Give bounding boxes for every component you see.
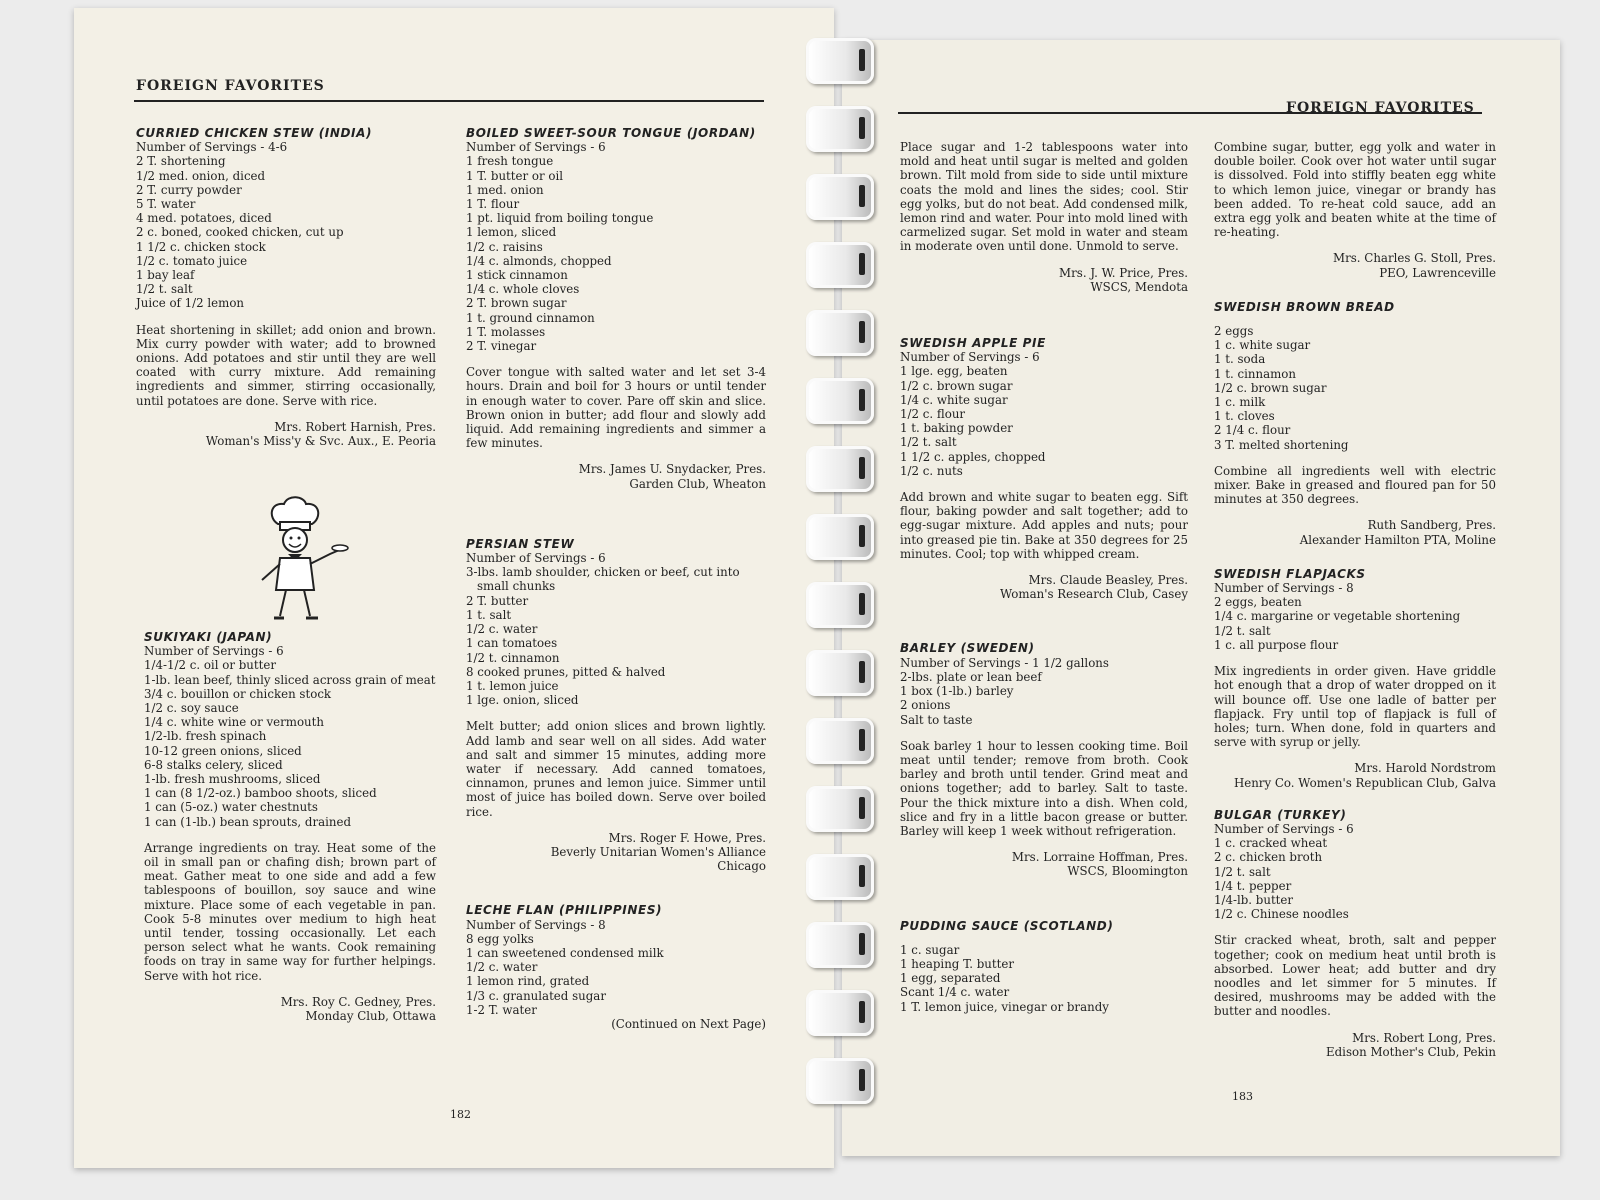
ingredient-item: 1 stick cinnamon: [466, 268, 568, 283]
ingredient-item: 1 c. sugar: [900, 942, 960, 957]
ingredient-item: 2 T. shortening: [136, 154, 226, 169]
ingredient-item: 1 can (5-oz.) water chestnuts: [144, 800, 318, 815]
ingredient-item: 2 T. butter: [466, 593, 529, 608]
ingredient-item: 1 T. lemon juice, vinegar or brandy: [900, 999, 1109, 1014]
binding-coil: [806, 786, 874, 832]
ingredient-item: 1 can (8 1/2-oz.) bamboo shoots, sliced: [144, 786, 377, 801]
ingredient-item: 1/2 t. salt: [900, 435, 957, 450]
servings: Number of Servings - 6: [900, 350, 1040, 365]
right-col-1: [900, 140, 1188, 1026]
recipe-title: SUKIYAKI (JAPAN): [144, 630, 273, 644]
ingredient-item: 1/4 c. margarine or vegetable shortening: [1214, 609, 1461, 624]
servings: Number of Servings - 6: [466, 551, 606, 566]
credit-name: Ruth Sandberg, Pres.: [1367, 518, 1496, 533]
ingredient-item: 1 t. baking powder: [900, 421, 1013, 436]
ingredient-item: 1 c. cracked wheat: [1214, 836, 1328, 851]
ingredient-item: 1/2 t. salt: [136, 282, 193, 297]
credit: [900, 850, 1188, 878]
ingredient-item: 1 bay leaf: [136, 268, 195, 283]
credit: [1214, 1031, 1496, 1059]
instructions: Melt butter; add onion slices and brown lightly. Add lamb and sear well on all sides. Add water and salt and simmer 15 minutes, adding more water if necessary. Add canned tomatoes, cinnamon, prunes and lemon juice. Simmer until most of juice has boiled down. Serve over boiled rice.: [466, 719, 766, 819]
ingredient-item: 1 lemon rind, grated: [466, 974, 590, 989]
ingredient-item: 1 med. onion: [466, 182, 544, 197]
binding-coil: [806, 106, 874, 152]
ingredient-item: 1 c. milk: [1214, 395, 1266, 410]
ingredient-item: 1 lge. egg, beaten: [900, 364, 1008, 379]
ingredient-item: 2-lbs. plate or lean beef: [900, 669, 1042, 684]
ingredient-item: 1-lb. lean beef, thinly sliced across grain of meat: [144, 672, 436, 687]
credit-name: Mrs. Roy C. Gedney, Pres.: [280, 994, 436, 1009]
ingredient-list: [900, 364, 1188, 478]
ingredient-list: [144, 658, 436, 828]
ingredient-item: 1 can (1-lb.) bean sprouts, drained: [144, 814, 352, 829]
credit-club: Woman's Miss'y & Svc. Aux., E. Peoria: [205, 434, 436, 449]
ingredient-item: 1 lemon, sliced: [466, 225, 557, 240]
ingredient-item: 1 t. cinnamon: [1214, 366, 1296, 381]
ingredient-item: 1 c. all purpose flour: [1214, 637, 1339, 652]
ingredient-list: [900, 943, 1188, 1014]
ingredient-item: 2 c. chicken broth: [1214, 850, 1323, 865]
left-col-2: [466, 126, 766, 1031]
recipe-title: SWEDISH BROWN BREAD: [1214, 299, 1395, 314]
servings: Number of Servings - 1 1/2 gallons: [900, 655, 1109, 670]
ingredient-item: 1/2 t. salt: [1214, 623, 1271, 638]
servings: Number of Servings - 4-6: [136, 140, 288, 155]
ingredient-item: 1/2 c. tomato juice: [136, 253, 248, 268]
credit-name: Mrs. Robert Harnish, Pres.: [274, 419, 436, 434]
credit-club: Garden Club, Wheaton: [629, 476, 766, 491]
ingredient-item: 6-8 stalks celery, sliced: [144, 757, 283, 772]
instructions: Combine sugar, butter, egg yolk and water in double boiler. Cook over hot water until sugar is dissolved. Fold into stiffly beaten egg white to which lemon juice, vinegar or brandy has been added. To re-heat cold sauce, add an extra egg yolk and beaten white at the time of re-heating.: [1214, 140, 1496, 240]
recipe-title: BARLEY (SWEDEN): [900, 641, 1035, 656]
ingredient-item: 8 cooked prunes, pitted & halved: [466, 664, 666, 679]
ingredient-item: 1/2 c. Chinese noodles: [1214, 907, 1349, 922]
credit-club: Beverly Unitarian Women's Alliance: [550, 844, 766, 859]
ingredient-item: 1/2-lb. fresh spinach: [144, 729, 267, 744]
ingredient-item: 1/2 c. brown sugar: [1214, 380, 1327, 395]
ingredient-item: 2 eggs: [1214, 324, 1254, 339]
ingredient-item: 1/4-lb. butter: [1214, 892, 1294, 907]
ingredient-item: 1 t. ground cinnamon: [466, 310, 595, 325]
credit: [466, 462, 766, 490]
instructions: Soak barley 1 hour to lessen cooking time. Boil meat until tender; remove from broth. Cook barley and broth until tender. Grind meat and onions together; add to barley. Salt to taste. Pour the thick mixture into a dish. When cold, slice and fry in a little bacon grease or butter. Barley will keep 1 week without refrigeration.: [900, 738, 1188, 838]
page-number: 182: [450, 1108, 471, 1121]
chef-illustration: [240, 494, 350, 624]
servings: Number of Servings - 6: [1214, 821, 1354, 836]
ingredient-item: 1 fresh tongue: [466, 154, 554, 169]
ingredient-item: 1/4 c. almonds, chopped: [466, 253, 612, 268]
instructions: Add brown and white sugar to beaten egg. Sift flour, baking powder and salt together; add to egg-sugar mixture. Add apples and nuts; pour into greased pie tin. Bake at 350 degrees for 25 minutes. Cool; top with whipped cream.: [900, 490, 1188, 561]
left-page: [74, 8, 834, 1168]
ingredient-item: 1-2 T. water: [466, 1002, 537, 1017]
ingredient-item: 1 T. butter or oil: [466, 168, 564, 183]
binding-coil: [806, 514, 874, 560]
ingredient-item: 1/2 c. flour: [900, 407, 966, 422]
binding-coil: [806, 174, 874, 220]
ingredient-item: 1/2 c. raisins: [466, 239, 543, 254]
ingredient-item: 2 eggs, beaten: [1214, 595, 1302, 610]
instructions: Mix ingredients in order given. Have griddle hot enough that a drop of water dropped on it will bounce off. Use one ladle of batter per flapjack. Fry until top of flapjack is full of holes; turn. When done, fold in quarters and serve with syrup or jelly.: [1214, 664, 1496, 750]
ingredient-item: 1 t. lemon juice: [466, 678, 559, 693]
ingredient-item: 1 can sweetened condensed milk: [466, 945, 664, 960]
recipe-title: SWEDISH APPLE PIE: [900, 336, 1046, 351]
spiral-binding: [800, 20, 880, 1160]
recipe-title: LECHE FLAN (PHILIPPINES): [466, 903, 663, 918]
servings: Number of Servings - 8: [466, 917, 606, 932]
instructions: Cover tongue with salted water and let set 3-4 hours. Drain and boil for 3 hours or until tender in enough water to cover. Pare off skin and slice. Brown onion in butter; add flour and slowly add liquid. Add remaining ingredients and simmer a few minutes.: [466, 365, 766, 451]
binding-coil: [806, 310, 874, 356]
ingredient-item: 1/4 c. white sugar: [900, 392, 1008, 407]
credit: [466, 831, 766, 874]
left-col-1: [136, 126, 436, 476]
recipe-title: SWEDISH FLAPJACKS: [1214, 566, 1366, 581]
recipe-title: CURRIED CHICKEN STEW (INDIA): [136, 126, 373, 140]
binding-coil: [806, 990, 874, 1036]
credit: [900, 266, 1188, 294]
ingredient-item: 1 egg, separated: [900, 971, 1001, 986]
credit: [136, 420, 436, 448]
instructions: Combine all ingredients well with electric mixer. Bake in greased and floured pan for 50 minutes at 350 degrees.: [1214, 463, 1496, 507]
instructions: Arrange ingredients on tray. Heat some of the oil in small pan or chafing dish; brown part of meat. Gather meat to one side and add a few tablespoons of bouillon, soy sauce and wine mixture. Place some of each vegetable in pan. Cook 5-8 minutes over medium to high heat until tender, tossing occasionally. Let each person select what he wants. Cook remaining foods on tray in same way for further helpings. Serve with hot rice.: [144, 840, 436, 983]
ingredient-item: 10-12 green onions, sliced: [144, 743, 302, 758]
ingredient-item: 2 1/4 c. flour: [1214, 423, 1291, 438]
ingredient-item: 1/2 t. salt: [1214, 864, 1271, 879]
ingredient-item: 4 med. potatoes, diced: [136, 211, 272, 226]
credit-club: Alexander Hamilton PTA, Moline: [1299, 532, 1496, 547]
header-rule: [134, 100, 764, 102]
ingredient-item: 1/2 t. cinnamon: [466, 650, 560, 665]
ingredient-item: 1/3 c. granulated sugar: [466, 988, 606, 1003]
credit: [1214, 251, 1496, 279]
credit-club: WSCS, Bloomington: [1067, 864, 1188, 879]
instructions: Place sugar and 1-2 tablespoons water into mold and heat until sugar is melted and golden brown. Tilt mold from side to side until mixture coats the mold and lines the sides; cool. Stir egg yolks, but do not beat. Add condensed milk, lemon rind and water. Pour into mold lined with carmelized sugar. Set mold in water and steam in moderate oven until done. Unmold to serve.: [900, 140, 1188, 254]
continued-note: (Continued on Next Page): [611, 1016, 766, 1031]
binding-coil: [806, 378, 874, 424]
credit-name: Mrs. Robert Long, Pres.: [1352, 1030, 1496, 1045]
ingredient-item: 1 T. molasses: [466, 324, 546, 339]
ingredient-list: [466, 154, 766, 353]
ingredient-item: Juice of 1/2 lemon: [136, 296, 245, 311]
ingredient-list: [1214, 595, 1496, 652]
credit: [1214, 518, 1496, 546]
right-col-2: [1214, 140, 1496, 1059]
ingredient-item: 1 lge. onion, sliced: [466, 693, 579, 708]
recipe-title: BULGAR (TURKEY): [1214, 807, 1347, 822]
ingredient-item: Salt to taste: [900, 712, 973, 727]
binding-coil: [806, 582, 874, 628]
ingredient-item: 1 1/2 c. apples, chopped: [900, 449, 1046, 464]
ingredient-item: 1 heaping T. butter: [900, 956, 1014, 971]
credit-name: Mrs. Harold Nordstrom: [1354, 761, 1496, 776]
credit-name: Mrs. Roger F. Howe, Pres.: [608, 830, 766, 845]
running-head-right: FOREIGN FAVORITES: [1286, 100, 1475, 116]
binding-coil: [806, 1058, 874, 1104]
credit-club: Woman's Research Club, Casey: [999, 587, 1188, 602]
ingredient-item: 1/2 c. nuts: [900, 463, 963, 478]
servings: Number of Servings - 6: [466, 140, 606, 155]
ingredient-item: 1/2 med. onion, diced: [136, 168, 266, 183]
ingredient-item: 1 c. white sugar: [1214, 338, 1311, 353]
ingredient-item: 1 T. flour: [466, 197, 520, 212]
ingredient-list: [1214, 836, 1496, 921]
servings: Number of Servings - 8: [1214, 581, 1354, 596]
ingredient-list: [466, 565, 766, 707]
ingredient-item: 3/4 c. bouillon or chicken stock: [144, 686, 332, 701]
credit-club: Edison Mother's Club, Pekin: [1326, 1044, 1496, 1059]
credit-city: Chicago: [717, 859, 766, 874]
recipe-title: BOILED SWEET-SOUR TONGUE (JORDAN): [466, 126, 756, 140]
recipe-title: PUDDING SAUCE (SCOTLAND): [900, 918, 1114, 933]
ingredient-item: 3-lbs. lamb shoulder, chicken or beef, cut into small chunks: [466, 565, 740, 594]
recipe-title: PERSIAN STEW: [466, 536, 575, 551]
ingredient-item: 3 T. melted shortening: [1214, 437, 1349, 452]
credit-name: Mrs. James U. Snydacker, Pres.: [578, 462, 766, 477]
running-head-left: FOREIGN FAVORITES: [136, 78, 325, 94]
credit-name: Mrs. Lorraine Hoffman, Pres.: [1011, 850, 1188, 865]
ingredient-item: 1 pt. liquid from boiling tongue: [466, 211, 654, 226]
ingredient-item: 1/4 c. white wine or vermouth: [144, 715, 324, 730]
ingredient-list: [900, 670, 1188, 727]
binding-coil: [806, 38, 874, 84]
credit-name: Mrs. Claude Beasley, Pres.: [1028, 573, 1188, 588]
ingredient-item: 1 t. soda: [1214, 352, 1266, 367]
ingredient-item: 1/2 c. soy sauce: [144, 701, 239, 716]
instructions: Heat shortening in skillet; add onion and brown. Mix curry powder with water; add to browned onions. Add potatoes and stir until they are well coated with curry mixture. Add remaining ingredients and simmer, stirring occasionally, until potatoes are done. Serve with rice.: [136, 322, 436, 408]
ingredient-list: [1214, 324, 1496, 452]
servings: Number of Servings - 6: [144, 644, 284, 659]
ingredient-item: 1 t. salt: [466, 607, 512, 622]
binding-coil: [806, 922, 874, 968]
credit-club: Monday Club, Ottawa: [305, 1009, 436, 1024]
ingredient-list: [136, 154, 436, 310]
ingredient-item: 1/4 t. pepper: [1214, 878, 1292, 893]
ingredient-item: 2 T. curry powder: [136, 182, 242, 197]
ingredient-item: 2 onions: [900, 698, 951, 713]
ingredient-item: 1-lb. fresh mushrooms, sliced: [144, 772, 321, 787]
credit: [1214, 761, 1496, 789]
page-number: 183: [1232, 1090, 1253, 1103]
ingredient-item: 2 T. brown sugar: [466, 296, 567, 311]
ingredient-list: [466, 932, 766, 1017]
ingredient-item: 8 egg yolks: [466, 931, 534, 946]
binding-coil: [806, 242, 874, 288]
ingredient-item: 1 t. cloves: [1214, 409, 1275, 424]
ingredient-item: 2 T. vinegar: [466, 339, 537, 354]
instructions: Stir cracked wheat, broth, salt and pepper together; cook on medium heat until broth is absorbed. Lower heat; add butter and dry noodles and let simmer for 5 minutes. If desired, mushrooms may be added with the butter and noodles.: [1214, 933, 1496, 1019]
left-col-1-lower: [144, 630, 436, 1023]
binding-coil: [806, 854, 874, 900]
ingredient-item: 1/4-1/2 c. oil or butter: [144, 658, 276, 673]
credit-name: Mrs. Charles G. Stoll, Pres.: [1333, 251, 1496, 266]
credit-club: WSCS, Mendota: [1090, 279, 1188, 294]
credit-club: Henry Co. Women's Republican Club, Galva: [1233, 775, 1496, 790]
binding-coil: [806, 718, 874, 764]
ingredient-item: 1/4 c. whole cloves: [466, 282, 580, 297]
ingredient-item: 1/2 c. brown sugar: [900, 378, 1013, 393]
credit: [900, 573, 1188, 601]
ingredient-item: 1/2 c. water: [466, 960, 538, 975]
ingredient-item: Scant 1/4 c. water: [900, 985, 1010, 1000]
binding-coil: [806, 650, 874, 696]
credit-name: Mrs. J. W. Price, Pres.: [1059, 265, 1188, 280]
ingredient-item: 5 T. water: [136, 197, 196, 212]
credit-club: PEO, Lawrenceville: [1379, 265, 1496, 280]
binding-coil: [806, 446, 874, 492]
right-page: [842, 40, 1560, 1156]
ingredient-item: 1 can tomatoes: [466, 636, 558, 651]
ingredient-item: 2 c. boned, cooked chicken, cut up: [136, 225, 344, 240]
credit: [144, 995, 436, 1023]
ingredient-item: 1 box (1-lb.) barley: [900, 684, 1014, 699]
ingredient-item: 1/2 c. water: [466, 622, 538, 637]
ingredient-item: 1 1/2 c. chicken stock: [136, 239, 266, 254]
